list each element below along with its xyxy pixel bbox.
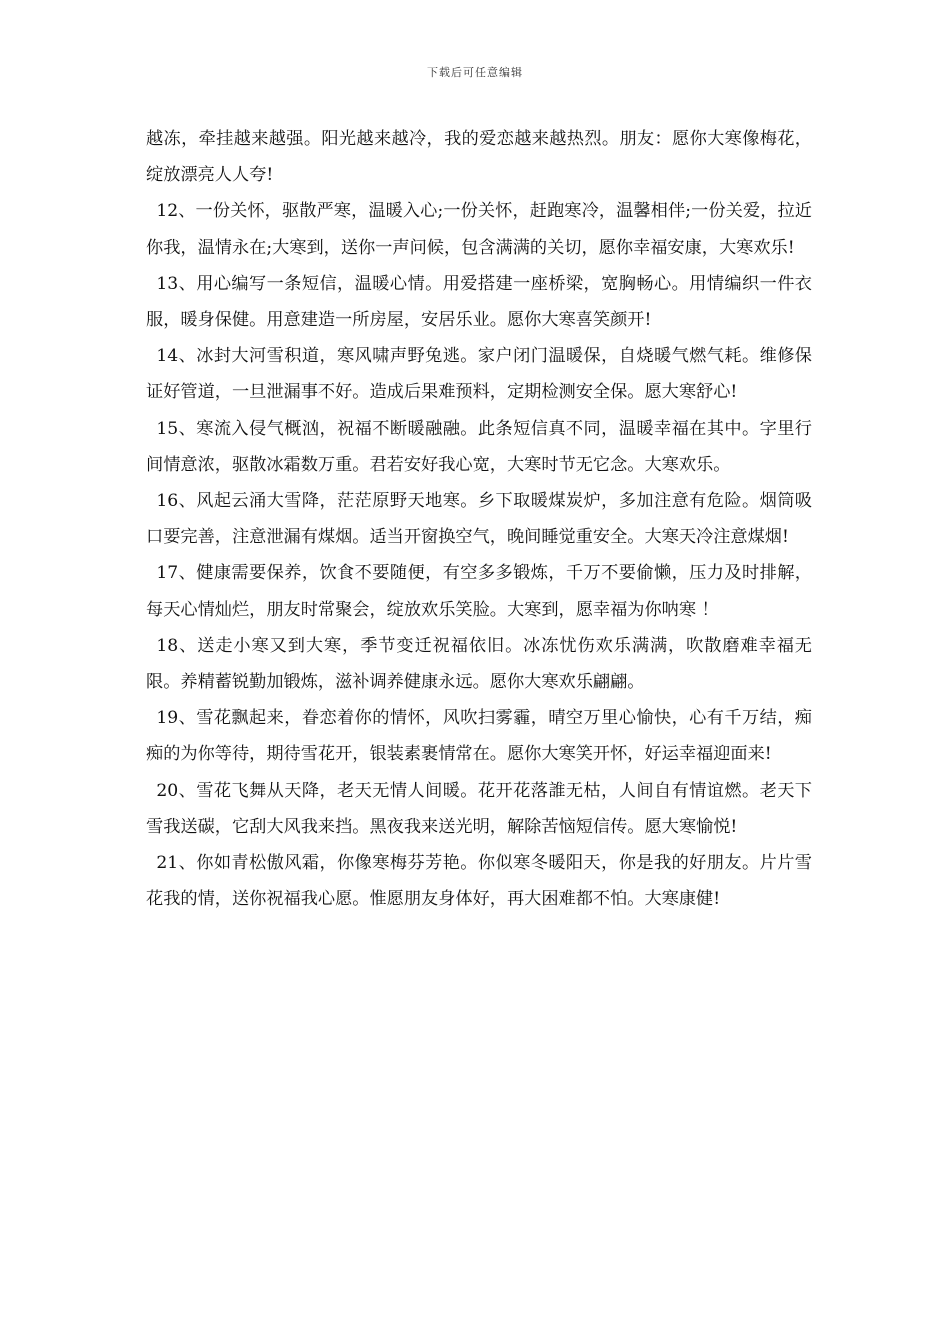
paragraph-item-14: 14、冰封大河雪积道，寒风啸声野兔逃。家户闭门温暖保，自烧暖气燃气耗。维修保证好管道，一旦泄漏事不好。造成后果难预料，定期检测安全保。愿大寒舒心! bbox=[146, 346, 812, 403]
paragraph-item-20: 20、雪花飞舞从天降，老天无情人间暖。花开花落誰无枯，人间自有情谊燃。老天下雪我送碳，它刮大风我来挡。黑夜我来送光明，解除苦恼短信传。愿大寒愉悦! bbox=[146, 780, 812, 837]
paragraph-continuation: 越冻，牵挂越来越强。阳光越来越冷，我的爱恋越来越热烈。朋友：愿你大寒像梅花，绽放漂亮人人夸! bbox=[146, 129, 812, 186]
paragraph-item-19: 19、雪花飘起来，眷恋着你的情怀，风吹扫雾霾，晴空万里心愉快，心有千万结，痴痴的为你等待，期待雪花开，银装素裹情常在。愿你大寒笑开怀，好运幸福迎面来! bbox=[146, 708, 812, 765]
document-body bbox=[146, 121, 812, 917]
paragraph-item-17: 17、健康需要保养，饮食不要随便，有空多多锻炼，千万不要偷懒，压力及时排解，每天心情灿烂，朋友时常聚会，绽放欢乐笑脸。大寒到，愿幸福为你呐寒 ！ bbox=[146, 563, 812, 620]
paragraph-item-12: 12、一份关怀，驱散严寒，温暖入心;一份关怀，赶跑寒冷，温馨相伴;一份关爱，拉近你我，温情永在;大寒到，送你一声问候，包含满满的关切，愿你幸福安康，大寒欢乐! bbox=[146, 201, 812, 258]
paragraph-item-15: 15、寒流入侵气概汹，祝福不断暖融融。此条短信真不同，温暖幸福在其中。字里行间情意浓，驱散冰霜数万重。君若安好我心宽，大寒时节无它念。大寒欢乐。 bbox=[146, 418, 812, 475]
paragraph-item-21: 21、你如青松傲风霜，你像寒梅芬芳艳。你似寒冬暖阳天，你是我的好朋友。片片雪花我的情，送你祝福我心愿。惟愿朋友身体好，再大困难都不怕。大寒康健! bbox=[146, 853, 812, 910]
page-header: 下载后可任意编辑 bbox=[427, 66, 523, 79]
paragraph-item-13: 13、用心编写一条短信，温暖心情。用爱搭建一座桥梁，宽胸畅心。用情编织一件衣服，暖身保健。用意建造一所房屋，安居乐业。愿你大寒喜笑颜开! bbox=[146, 273, 812, 331]
paragraph-item-16: 16、风起云涌大雪降，茫茫原野天地寒。乡下取暖煤炭炉，多加注意有危险。烟筒吸口要完善，注意泄漏有煤烟。适当开窗换空气，晚间睡觉重安全。大寒天冷注意煤烟! bbox=[146, 491, 812, 548]
paragraph-item-18: 18、送走小寒又到大寒，季节变迁祝福依旧。冰冻忧伤欢乐满满，吹散磨难幸福无限。养精蓄锐勤加锻炼，滋补调养健康永远。愿你大寒欢乐翩翩。 bbox=[146, 635, 812, 693]
